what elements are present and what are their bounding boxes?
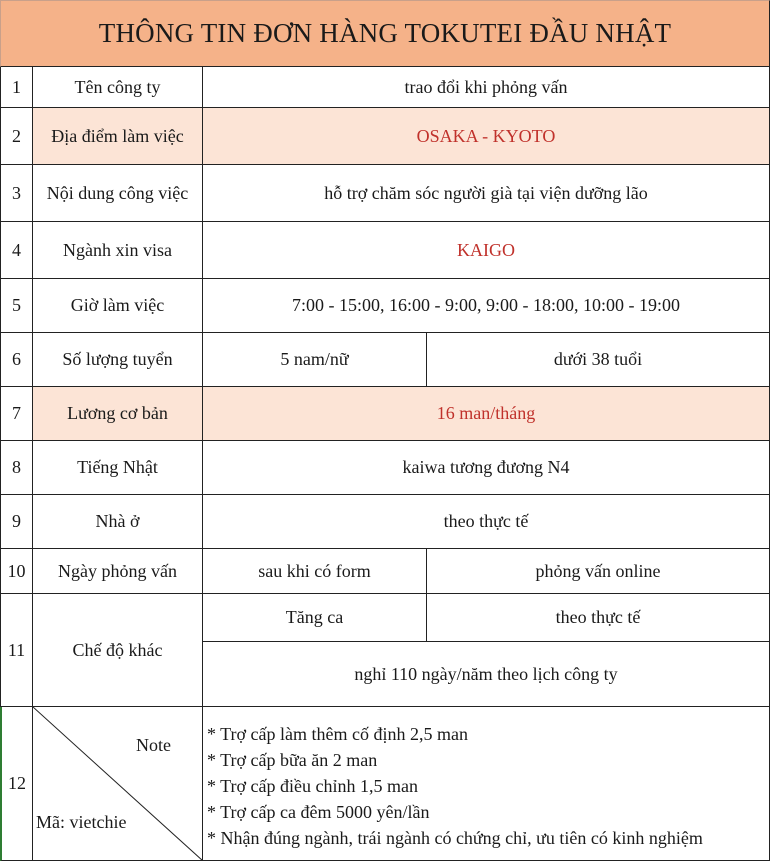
row-number[interactable]: 1 <box>0 67 33 108</box>
diagonal-divider <box>33 707 203 861</box>
row-number[interactable]: 7 <box>0 387 33 441</box>
value-working-hours[interactable]: 7:00 - 15:00, 16:00 - 9:00, 9:00 - 18:00, 10:00 - 19:00 <box>203 279 770 333</box>
table-title: THÔNG TIN ĐƠN HÀNG TOKUTEI ĐẦU NHẬT <box>0 0 770 67</box>
value-overtime-label[interactable]: Tăng ca <box>203 594 427 642</box>
row-number[interactable]: 8 <box>0 441 33 495</box>
value-japanese-level[interactable]: kaiwa tương đương N4 <box>203 441 770 495</box>
note-code-header-cell[interactable] <box>33 707 203 861</box>
row-number[interactable]: 2 <box>0 108 33 165</box>
label-work-location[interactable]: Địa điểm làm việc <box>33 108 203 165</box>
label-company[interactable]: Tên công ty <box>33 67 203 108</box>
value-recruit-quantity[interactable]: 5 nam/nữ <box>203 333 427 387</box>
value-interview-mode[interactable]: phỏng vấn online <box>427 549 770 594</box>
code-label: Mã: vietchie <box>36 812 127 832</box>
row-number[interactable]: 12 <box>0 707 33 861</box>
note-line: * Trợ cấp ca đêm 5000 yên/lần <box>207 802 430 822</box>
value-company[interactable]: trao đổi khi phỏng vấn <box>203 67 770 108</box>
row-number[interactable]: 6 <box>0 333 33 387</box>
note-line: * Trợ cấp bữa ăn 2 man <box>207 750 378 770</box>
value-days-off[interactable]: nghỉ 110 ngày/năm theo lịch công ty <box>203 642 770 707</box>
label-job-content[interactable]: Nội dung công việc <box>33 165 203 222</box>
value-interview-date[interactable]: sau khi có form <box>203 549 427 594</box>
note-line: * Trợ cấp làm thêm cố định 2,5 man <box>207 724 468 744</box>
value-job-content[interactable]: hỗ trợ chăm sóc người già tại viện dưỡng lão <box>203 165 770 222</box>
row-number[interactable]: 5 <box>0 279 33 333</box>
notes-cell[interactable] <box>203 707 770 861</box>
row-number[interactable]: 9 <box>0 495 33 549</box>
label-working-hours[interactable]: Giờ làm việc <box>33 279 203 333</box>
value-age-limit[interactable]: dưới 38 tuổi <box>427 333 770 387</box>
note-line: * Trợ cấp điều chỉnh 1,5 man <box>207 776 418 796</box>
value-visa-field[interactable]: KAIGO <box>203 222 770 279</box>
value-overtime[interactable]: theo thực tế <box>427 594 770 642</box>
row-number[interactable]: 10 <box>0 549 33 594</box>
row-number[interactable]: 4 <box>0 222 33 279</box>
label-japanese-level[interactable]: Tiếng Nhật <box>33 441 203 495</box>
note-line: * Nhận đúng ngành, trái ngành có chứng chỉ, ưu tiên có kinh nghiệm <box>207 828 703 848</box>
note-label: Note <box>136 735 171 755</box>
label-housing[interactable]: Nhà ở <box>33 495 203 549</box>
label-base-salary[interactable]: Lương cơ bản <box>33 387 203 441</box>
label-interview-date[interactable]: Ngày phỏng vấn <box>33 549 203 594</box>
value-base-salary[interactable]: 16 man/tháng <box>203 387 770 441</box>
row-number[interactable]: 3 <box>0 165 33 222</box>
value-work-location[interactable]: OSAKA - KYOTO <box>203 108 770 165</box>
label-other-benefits[interactable]: Chế độ khác <box>33 594 203 707</box>
value-housing[interactable]: theo thực tế <box>203 495 770 549</box>
label-visa-field[interactable]: Ngành xin visa <box>33 222 203 279</box>
row-number[interactable]: 11 <box>0 594 33 707</box>
label-recruit-quantity[interactable]: Số lượng tuyển <box>33 333 203 387</box>
